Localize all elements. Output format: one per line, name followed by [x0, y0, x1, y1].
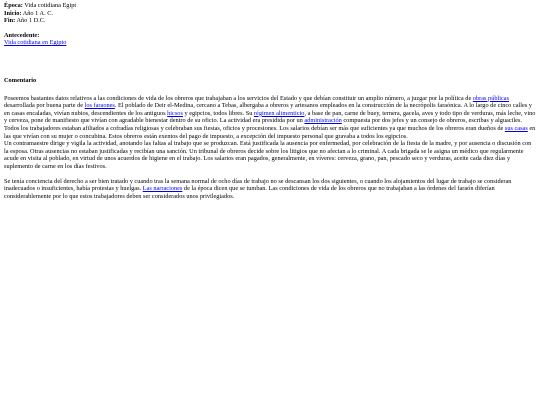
epoca-line: [4, 2, 536, 10]
epoca-value: Vida cotidiana Egipt: [24, 2, 77, 9]
fin-value: Año 1 D.C.: [16, 17, 46, 25]
p3-text-2: de la época dicen que se tumban. Las condiciones de vida de los obreros que no trabajaban a las órdenes del faraón diferían considerablemente por lo que estos trabajadores deben ser considerados unos privilegiados.: [4, 185, 495, 200]
paragraph-3: [4, 178, 536, 201]
paragraph-2: Un contramaestre dirige y vigila la actividad, anotando las faltas al trabajo que se produzcan. Está justificada la ausencia por enfermedad, por celebración de la fiesta de la madre, y por ausencia o discusión con la esposa. Otras ausencias no estaban justificadas y recibían una sanción. Un tribunal de obreros decide sobre los litigios que no afectan a lo criminal. A cada brigada se le asigna un médico que regularmente acude en visita al poblado, en virtud de unos acuerdos de higiene en el trabajo. Los salarios eran pagados, generalmente, en víveres: cerveza, grano, pan, pescado seco y verduras, aceite cada diez días y suplemento de carne en los días festivos.: [4, 140, 532, 170]
los-faraones-link[interactable]: los faraones: [84, 102, 115, 110]
antecedente-link[interactable]: Vida cotidiana en Egipto: [4, 39, 67, 47]
regimen-alimenticio-link[interactable]: régimen alimenticio: [253, 109, 305, 117]
inicio-line: [4, 10, 536, 18]
antecedente-label: Antecedente:: [4, 31, 40, 39]
sus-casas-link[interactable]: sus casas: [504, 124, 528, 132]
p1-text-6: compuesta por dos jefes y un consejo de obreros, escribas y alguaciles. Todos los trabajadores estaban afiliados a cofradías religiosas y celebraban sus fiestas, oficios y procesiones. Los salarios debían ser más que suficientes ya que muchos de los obreros eran dueños de: [4, 117, 522, 132]
epoca-label: Época:: [4, 2, 23, 9]
p1-text-5: , a base de pan, carne de buey, ternera, gacela, aves y todo tipo de verduras, más leche, vino y cerveza, pone de manifiesto que vivían con agradable bienestar dentro de su oficio. La actividad era presidida por un: [4, 109, 536, 125]
obras-publicas-link[interactable]: obras públicas: [472, 94, 510, 102]
administracion-link[interactable]: administración: [304, 117, 342, 125]
antecedente-block: [4, 32, 536, 47]
fin-line: [4, 17, 536, 25]
p3-text-1: Se tenía conciencia del derecho a ser bien tratado y cuando tras la semana normal de ocho días de trabajo no se descansan los dos siguientes, o cuando los alojamientos del lugar de trabajo se consideran inadecuados o insuficientes, había protestas y huelgas.: [4, 177, 512, 193]
p1-text-2: desarrollada por buena parte de: [4, 102, 85, 110]
inicio-label: Inicio:: [4, 9, 22, 17]
comentario-title: Comentario: [4, 76, 37, 84]
document-page: [0, 0, 540, 200]
inicio-value: Año 1 A. C.: [22, 9, 53, 17]
fin-label: Fin:: [4, 17, 16, 25]
p1-text-3: . El poblado de Deir el-Medina, cercano a Tebas, albergaba a obreros y artesanos empleados en la construcción de la necrópolis faraónica. A lo largo de cinco calles y en casas encaladas, vivían nubios, descendientes de los antiguos: [4, 102, 532, 117]
p1-text-4: y egipcios, todos libres. Su: [182, 109, 254, 117]
las-narraciones-link[interactable]: Las narraciones: [142, 185, 183, 193]
hicsos-link[interactable]: hicsos: [167, 109, 183, 117]
p1-text-7: en las que vivían con su mujer o concubina. Estos obreros están exentos del pago de impuesto, a excepción del impuesto personal que gravaba a todos los egipcios.: [4, 124, 536, 140]
paragraph-1: [4, 95, 536, 141]
p1-text-1: Poseemos bastantes datos relativos a las condiciones de vida de los obreros que trabajaban a los servicios del Estado y que debían constituir un amplio número, a juzgar por la política de: [4, 94, 473, 102]
